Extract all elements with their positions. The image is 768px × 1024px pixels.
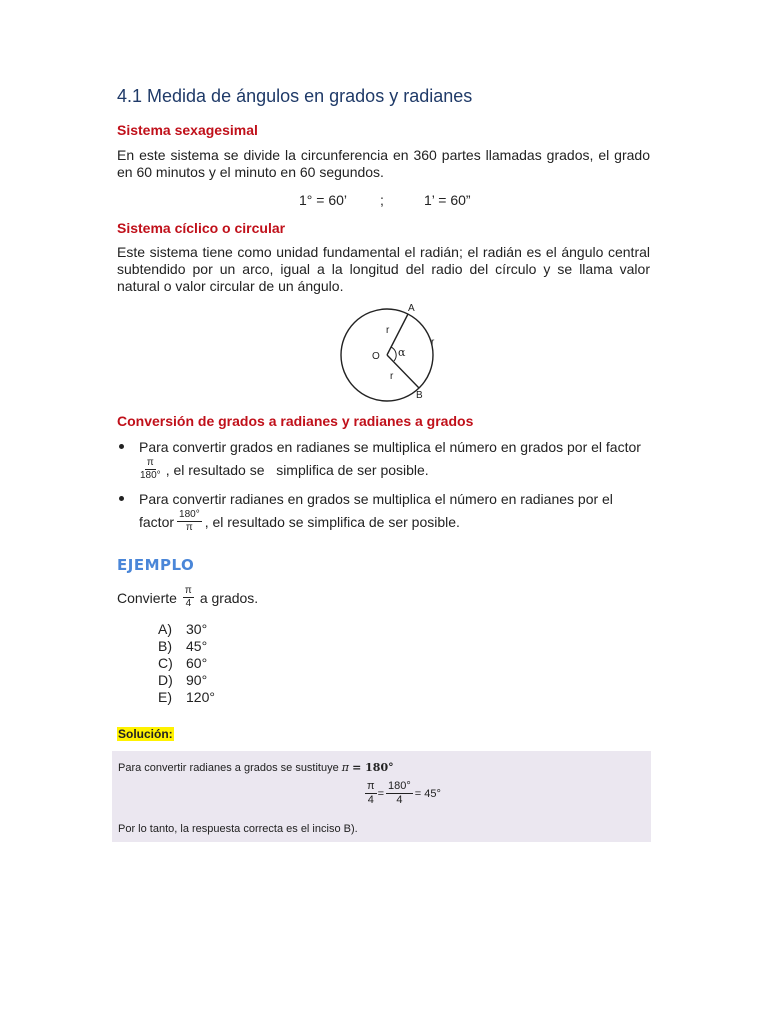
fraction-numerator: π xyxy=(367,780,375,792)
bullet1-tail: , el resultado se simplifica de ser posible. xyxy=(165,461,429,478)
option-letter: E) xyxy=(158,689,172,705)
solution-conclusion: Por lo tanto, la respuesta correcta es el inciso B). xyxy=(118,823,358,835)
label-center-o: O xyxy=(372,351,380,362)
solution-box xyxy=(112,751,651,842)
option-value: 45° xyxy=(186,638,208,654)
option-value: 90° xyxy=(186,672,208,688)
fraction-denominator: π xyxy=(185,522,193,533)
option-b xyxy=(158,638,207,654)
option-letter: D) xyxy=(158,672,173,688)
heading-sexagesimal: Sistema sexagesimal xyxy=(117,122,258,138)
option-letter: A) xyxy=(158,621,172,637)
fraction-180-over-4 xyxy=(386,780,413,807)
heading-ciclico: Sistema cíclico o circular xyxy=(117,220,286,236)
fraction-denominator: 4 xyxy=(185,598,192,609)
label-alpha: α xyxy=(398,346,406,359)
solution-line1-pi: π xyxy=(341,761,350,774)
solution-equation xyxy=(364,780,441,807)
equals-sign: = xyxy=(377,787,385,800)
option-d xyxy=(158,672,207,688)
equation-separator: ; xyxy=(380,192,384,208)
solution-line1-value: = 180° xyxy=(352,761,394,774)
bullet2-text: Para convertir radianes en grados se multiplica el número en radianes por el xyxy=(139,491,613,507)
example-prompt-pre: Convierte xyxy=(117,589,177,606)
option-letter: C) xyxy=(158,655,173,671)
option-a xyxy=(158,621,207,637)
fraction-180-over-pi xyxy=(177,509,202,534)
option-letter: B) xyxy=(158,638,172,654)
equation-result: = 45° xyxy=(414,787,441,800)
fraction-denominator: 4 xyxy=(396,794,403,806)
option-c xyxy=(158,655,207,671)
bullet1-text: Para convertir grados en radianes se multiplica el número en grados por el factor xyxy=(139,439,641,455)
heading-conversion: Conversión de grados a radianes y radianes a grados xyxy=(117,413,474,429)
solution-line1 xyxy=(118,761,394,774)
option-e xyxy=(158,689,215,705)
fraction-pi-over-180 xyxy=(138,457,163,482)
label-point-a: A xyxy=(408,303,415,314)
angle-arc xyxy=(391,347,396,361)
bullet2-factor-word: factor xyxy=(139,513,175,530)
solution-label: Solución: xyxy=(118,727,173,741)
label-radius-upper: r xyxy=(386,325,390,336)
paragraph-sexagesimal: En este sistema se divide la circunferencia en 360 partes llamadas grados, el grado en 60 minutos y el minuto en 60 segundos. xyxy=(117,147,650,180)
fraction-numerator: 180° xyxy=(179,509,200,520)
option-value: 60° xyxy=(186,655,208,671)
equation-degree-minutes: 1° = 60’ xyxy=(299,192,348,208)
solution-line1-text: Para convertir radianes a grados se sustituye xyxy=(118,762,339,774)
heading-ejemplo: EJEMPLO xyxy=(117,556,195,574)
fraction-numerator: π xyxy=(184,585,192,596)
equation-minute-seconds: 1’ = 60” xyxy=(424,192,471,208)
bullet-point xyxy=(119,444,124,449)
radian-circle-diagram xyxy=(330,298,450,403)
fraction-pi-over-4 xyxy=(183,585,194,610)
fraction-numerator: π xyxy=(146,457,154,468)
fraction-numerator: 180° xyxy=(388,780,411,792)
fraction-denominator: 180° xyxy=(140,470,161,481)
bullet2-tail: , el resultado se simplifica de ser posible. xyxy=(204,513,460,530)
bullet1-continuation xyxy=(138,457,429,482)
page-title: 4.1 Medida de ángulos en grados y radianes xyxy=(117,86,473,106)
label-point-b: B xyxy=(416,390,423,401)
example-prompt xyxy=(117,585,258,610)
label-radius-lower: r xyxy=(390,371,394,382)
bullet-point xyxy=(119,496,124,501)
label-arc-r: r xyxy=(431,337,435,348)
option-value: 120° xyxy=(186,689,215,705)
paragraph-ciclico: Este sistema tiene como unidad fundamental el radián; el radián es el ángulo central subtendido por un arco, igual a la longitud del radio del círculo y se llama valor natural o valor circular de un ángulo. xyxy=(117,244,650,294)
option-value: 30° xyxy=(186,621,208,637)
fraction-pi-over-4 xyxy=(365,780,377,807)
fraction-denominator: 4 xyxy=(367,794,374,806)
example-prompt-post: a grados. xyxy=(199,589,259,606)
bullet2-continuation xyxy=(139,509,460,534)
